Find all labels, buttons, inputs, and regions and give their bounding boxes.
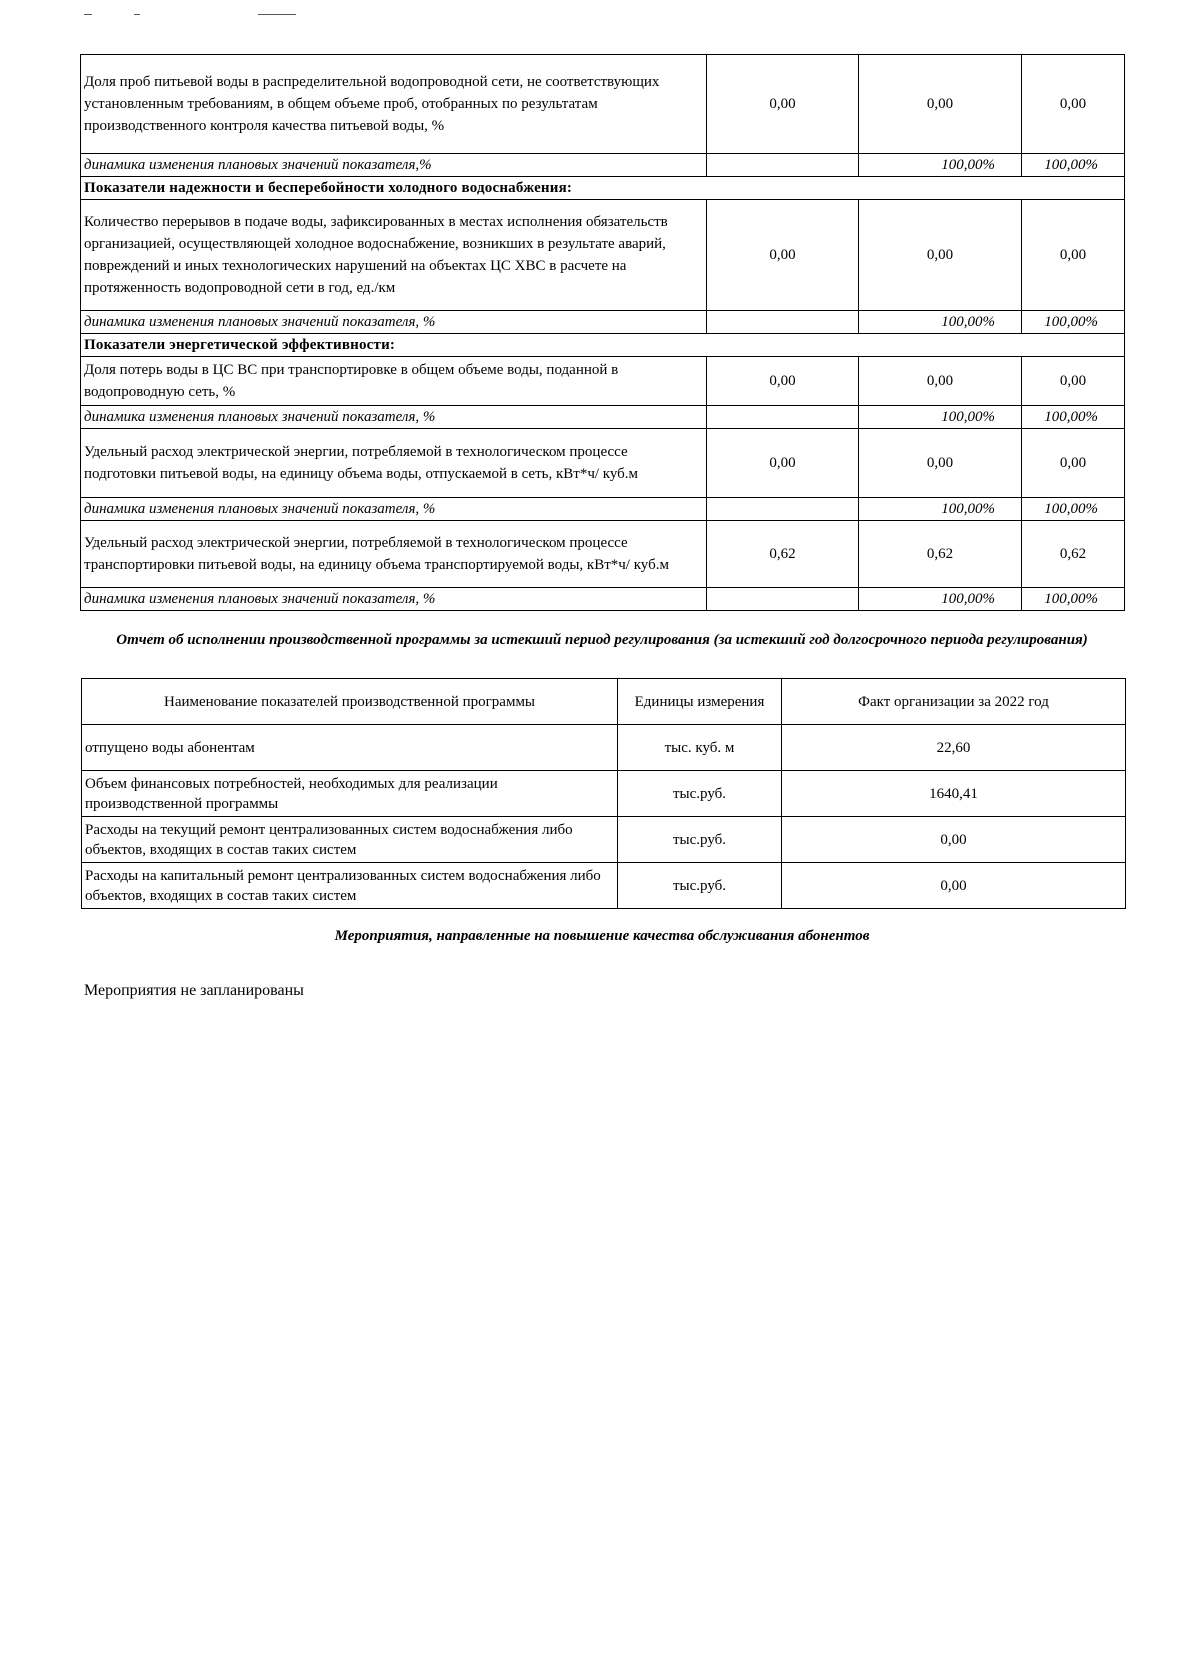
dynamics-label: динамика изменения плановых значений показателя, % — [81, 588, 707, 611]
value-v3: 100,00% — [1022, 498, 1125, 521]
dynamics-row — [81, 406, 1125, 429]
report-unit: тыс.руб. — [618, 771, 782, 817]
measures-text: Мероприятия не запланированы — [84, 982, 304, 999]
value-v1: 0,62 — [707, 521, 859, 588]
value-v3: 0,00 — [1022, 55, 1125, 154]
production-program-report-table — [81, 678, 1126, 909]
value-v1: 0,00 — [707, 429, 859, 498]
value-v2: 0,00 — [859, 429, 1022, 498]
value-v1 — [707, 406, 859, 429]
value-v1 — [707, 154, 859, 177]
section-title: Показатели надежности и бесперебойности холодного водоснабжения: — [81, 177, 1125, 200]
indicator-name: Удельный расход электрической энергии, потребляемой в технологическом процессе транспортировки питьевой воды, на единицу объема транспортируемой воды, кВт*ч/ куб.м — [81, 521, 707, 588]
indicator-name: Количество перерывов в подаче воды, зафиксированных в местах исполнения обязательств организацией, осуществляющей холодное водоснабжение, возникших в результате аварий, повреждений и иных технологических нарушений на объектах ЦС ХВС в расчете на протяженность водопроводной сети в год, ед./км — [81, 200, 707, 311]
indicator-name: Доля проб питьевой воды в распределительной водопроводной сети, не соответствующих установленным требованиям, в общем объеме проб, отобранных по результатам производственного контроля качества питьевой воды, % — [81, 55, 707, 154]
report-row — [82, 863, 1126, 909]
indicators-table — [80, 54, 1125, 611]
dynamics-label: динамика изменения плановых значений показателя, % — [81, 311, 707, 334]
report-row — [82, 725, 1126, 771]
report-header-row — [82, 679, 1126, 725]
value-v2: 0,62 — [859, 521, 1022, 588]
report-fact-value: 1640,41 — [782, 771, 1126, 817]
value-v2: 0,00 — [859, 55, 1022, 154]
scan-marks — [0, 8, 400, 18]
report-unit: тыс.руб. — [618, 817, 782, 863]
indicator-row — [81, 521, 1125, 588]
value-v3: 0,00 — [1022, 357, 1125, 406]
value-v3: 100,00% — [1022, 588, 1125, 611]
header-fact: Факт организации за 2022 год — [782, 679, 1126, 725]
value-v2: 100,00% — [859, 311, 1022, 334]
report-fact-value: 22,60 — [782, 725, 1126, 771]
report-unit: тыс. куб. м — [618, 725, 782, 771]
indicator-name: Удельный расход электрической энергии, потребляемой в технологическом процессе подготовки питьевой воды, на единицу объема воды, отпускаемой в сеть, кВт*ч/ куб.м — [81, 429, 707, 498]
value-v3: 100,00% — [1022, 311, 1125, 334]
value-v3: 100,00% — [1022, 154, 1125, 177]
measures-title: Мероприятия, направленные на повышение качества обслуживания абонентов — [334, 928, 870, 944]
indicator-row — [81, 55, 1125, 154]
value-v1: 0,00 — [707, 357, 859, 406]
value-v3: 100,00% — [1022, 406, 1125, 429]
value-v3: 0,62 — [1022, 521, 1125, 588]
dynamics-row — [81, 588, 1125, 611]
indicator-row — [81, 429, 1125, 498]
indicator-row — [81, 200, 1125, 311]
value-v2: 100,00% — [859, 406, 1022, 429]
value-v2: 0,00 — [859, 200, 1022, 311]
report-unit: тыс.руб. — [618, 863, 782, 909]
dynamics-label: динамика изменения плановых значений показателя, % — [81, 498, 707, 521]
report-indicator-name: Объем финансовых потребностей, необходимых для реализации производственной программы — [82, 771, 618, 817]
report-indicator-name: отпущено воды абонентам — [82, 725, 618, 771]
header-indicator-name: Наименование показателей производственной программы — [82, 679, 618, 725]
section-title: Показатели энергетической эффективности: — [81, 334, 1125, 357]
value-v1 — [707, 588, 859, 611]
value-v3: 0,00 — [1022, 200, 1125, 311]
header-unit: Единицы измерения — [618, 679, 782, 725]
value-v2: 100,00% — [859, 498, 1022, 521]
value-v2: 0,00 — [859, 357, 1022, 406]
value-v2: 100,00% — [859, 588, 1022, 611]
report-row — [82, 771, 1126, 817]
value-v3: 0,00 — [1022, 429, 1125, 498]
indicator-row — [81, 357, 1125, 406]
section-header-row — [81, 177, 1125, 200]
report-indicator-name: Расходы на текущий ремонт централизованных систем водоснабжения либо объектов, входящих в состав таких систем — [82, 817, 618, 863]
report-title: Отчет об исполнении производственной программы за истекший период регулирования (за истекший год долгосрочного периода регулирования) — [116, 632, 1088, 648]
report-fact-value: 0,00 — [782, 817, 1126, 863]
value-v2: 100,00% — [859, 154, 1022, 177]
report-indicator-name: Расходы на капитальный ремонт централизованных систем водоснабжения либо объектов, входящих в состав таких систем — [82, 863, 618, 909]
value-v1 — [707, 498, 859, 521]
report-row — [82, 817, 1126, 863]
value-v1: 0,00 — [707, 200, 859, 311]
section-header-row — [81, 334, 1125, 357]
dynamics-row — [81, 311, 1125, 334]
dynamics-label: динамика изменения плановых значений показателя,% — [81, 154, 707, 177]
value-v1 — [707, 311, 859, 334]
dynamics-row — [81, 498, 1125, 521]
indicator-name: Доля потерь воды в ЦС ВС при транспортировке в общем объеме воды, поданной в водопроводную сеть, % — [81, 357, 707, 406]
report-fact-value: 0,00 — [782, 863, 1126, 909]
dynamics-row — [81, 154, 1125, 177]
value-v1: 0,00 — [707, 55, 859, 154]
dynamics-label: динамика изменения плановых значений показателя, % — [81, 406, 707, 429]
